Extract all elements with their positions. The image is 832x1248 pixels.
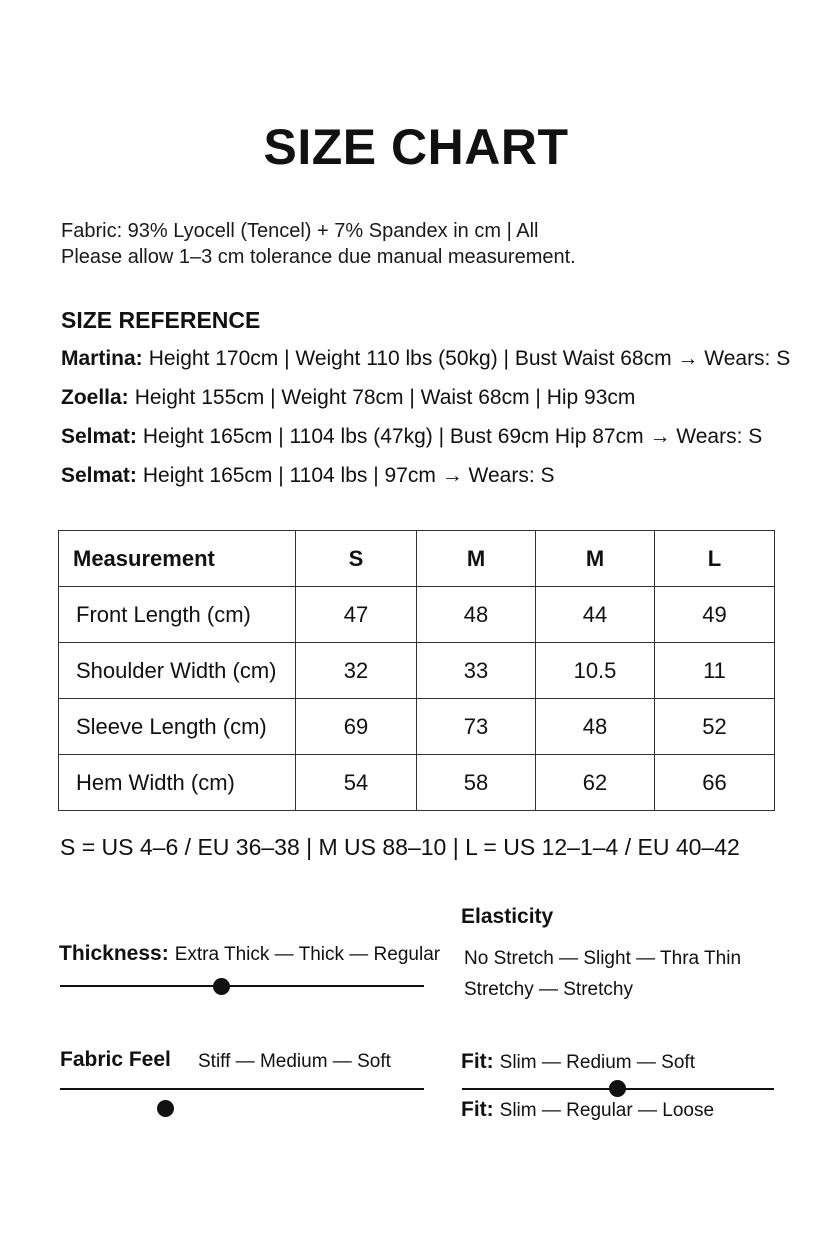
fit-label: Fit: — [461, 1050, 494, 1073]
elasticity-options: No Stretch — Slight — Thra Thin — [464, 948, 742, 969]
model-name: Selmat: — [61, 464, 137, 487]
elasticity-options: Stretchy — Stretchy — [464, 979, 633, 1000]
thickness-scale — [59, 942, 440, 966]
size-table — [58, 530, 775, 811]
tolerance-note: Please allow 1–3 cm tolerance due manual measurement. — [61, 246, 576, 268]
table-cell: 54 — [296, 755, 417, 811]
fit-options: Slim — Redium — Soft — [499, 1052, 695, 1073]
elasticity-scale — [464, 943, 741, 1005]
table-cell: 48 — [417, 587, 536, 643]
table-header-cell: S — [296, 531, 417, 587]
table-row — [59, 587, 775, 643]
fit-label: Fit: — [461, 1098, 494, 1121]
table-cell: Sleeve Length (cm) — [59, 699, 296, 755]
table-row — [59, 699, 775, 755]
table-cell: 33 — [417, 643, 536, 699]
table-header-cell: Measurement — [59, 531, 296, 587]
fit-scale — [461, 1098, 714, 1122]
fabric-feel-options: Stiff — Medium — Soft — [198, 1051, 391, 1072]
table-header-row — [59, 531, 775, 587]
table-cell: 48 — [536, 699, 655, 755]
model-name: Martina: — [61, 347, 143, 370]
model-name: Zoella: — [61, 386, 129, 409]
model-reference — [61, 386, 635, 410]
model-details: Height 165cm | 1104 lbs | 97cm → Wears: S — [142, 464, 555, 487]
table-header-cell: M — [417, 531, 536, 587]
table-cell: 58 — [417, 755, 536, 811]
table-cell: 11 — [655, 643, 775, 699]
fabric-feel-indicator — [157, 1100, 174, 1117]
model-name: Selmat: — [61, 425, 137, 448]
fabric-info: Fabric: 93% Lyocell (Tencel) + 7% Spandex in cm | All — [61, 220, 539, 242]
model-details: Height 170cm | Weight 110 lbs (50kg) | Bust Waist 68cm → Wears: S — [148, 347, 791, 370]
table-header-cell: M — [536, 531, 655, 587]
table-cell: 52 — [655, 699, 775, 755]
model-reference — [61, 347, 790, 371]
model-reference — [61, 425, 762, 449]
fabric-feel-label: Fabric Feel — [60, 1048, 171, 1071]
table-cell: 66 — [655, 755, 775, 811]
page-title: SIZE CHART — [263, 119, 569, 175]
fit-scale — [461, 1050, 695, 1074]
table-cell: 32 — [296, 643, 417, 699]
table-cell: 62 — [536, 755, 655, 811]
table-cell: Hem Width (cm) — [59, 755, 296, 811]
table-cell: 73 — [417, 699, 536, 755]
thickness-label: Thickness: — [59, 942, 169, 965]
model-details: Height 165cm | 1104 lbs (47kg) | Bust 69cm Hip 87cm → Wears: S — [142, 425, 763, 448]
elasticity-label: Elasticity — [461, 905, 554, 928]
model-reference — [61, 464, 555, 488]
table-cell: 44 — [536, 587, 655, 643]
table-cell: Front Length (cm) — [59, 587, 296, 643]
thickness-options: Extra Thick — Thick — Regular — [174, 944, 441, 965]
table-cell: 49 — [655, 587, 775, 643]
table-cell: 10.5 — [536, 643, 655, 699]
table-cell: 47 — [296, 587, 417, 643]
size-reference-heading: SIZE REFERENCE — [61, 307, 261, 333]
table-header-cell: L — [655, 531, 775, 587]
table-row — [59, 755, 775, 811]
size-conversion: S = US 4–6 / EU 36–38 | M US 88–10 | L = US 12–1–4 / EU 40–42 — [60, 834, 740, 860]
model-details: Height 155cm | Weight 78cm | Waist 68cm | Hip 93cm — [134, 386, 636, 409]
fabric-feel-track — [60, 1088, 424, 1090]
thickness-indicator — [213, 978, 230, 995]
table-cell: 69 — [296, 699, 417, 755]
fit-indicator — [609, 1080, 626, 1097]
table-row — [59, 643, 775, 699]
table-cell: Shoulder Width (cm) — [59, 643, 296, 699]
fit-options: Slim — Regular — Loose — [499, 1100, 715, 1121]
thickness-track — [60, 985, 424, 987]
